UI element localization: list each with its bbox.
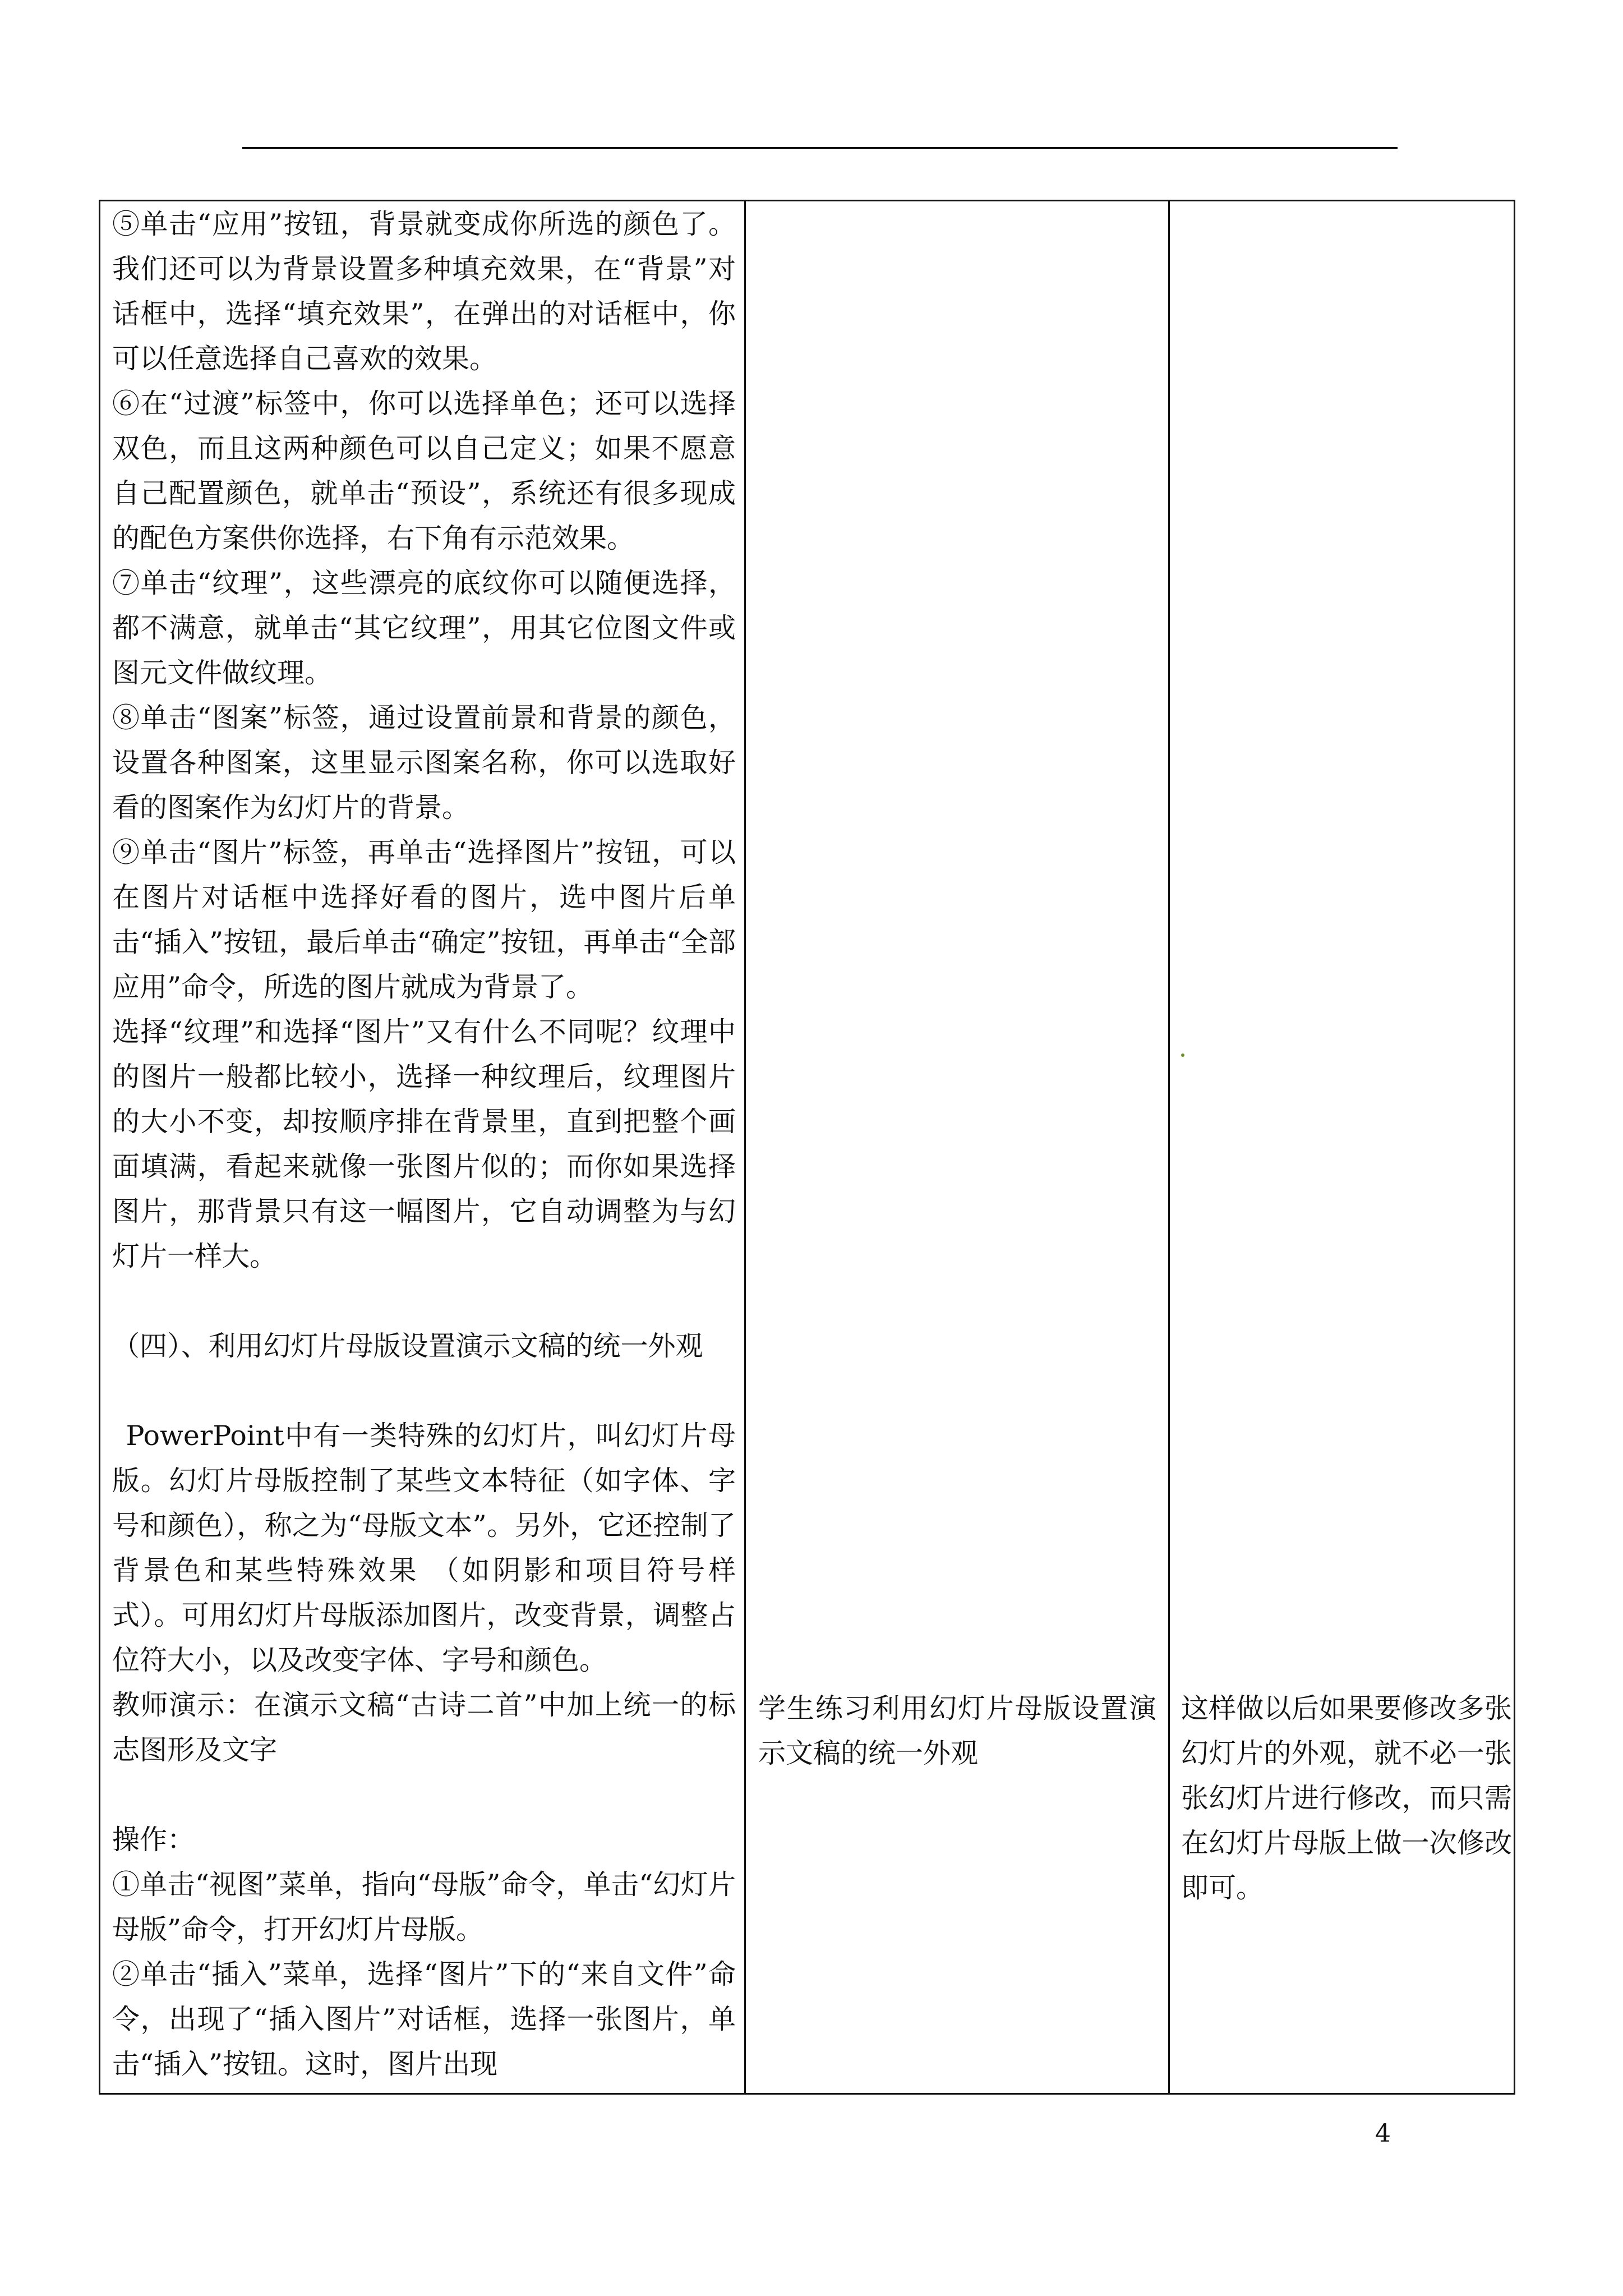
master-intro: PowerPoint中有一类特殊的幻灯片，叫幻灯片母版。幻灯片母版控制了某些文本特征（如字体、字号和颜色），称之为“母版文本”。另外，它还控制了背景色和某些特殊效果 （如阴影和项目符号样式）。可用幻灯片母版添加图片，改变背景，调整占位符大小，以及改变字体、字号和颜色。 <box>112 1420 736 1676</box>
column-divider-2 <box>1168 201 1170 2093</box>
step-5: ⑤单击“应用”按钮，背景就变成你所选的颜色了。我们还可以为背景设置多种填充效果，在“背景”对话框中，选择“填充效果”，在弹出的对话框中，你可以任意选择自己喜欢的效果。 <box>112 208 736 375</box>
page-number: 4 <box>1375 2119 1391 2148</box>
header-rule <box>242 147 1398 149</box>
design-intent-column <box>1181 1686 1512 1911</box>
column-divider-1 <box>744 201 746 2093</box>
student-activity: 学生练习利用幻灯片母版设置演示文稿的统一外观 <box>758 1692 1156 1769</box>
operations-label: 操作： <box>112 1824 195 1856</box>
step-8: ⑧单击“图案”标签，通过设置前景和背景的颜色，设置各种图案，这里显示图案名称，你可以选取好看的图案作为幻灯片的背景。 <box>112 702 736 823</box>
step-7: ⑦单击“纹理”，这些漂亮的底纹你可以随便选择，都不满意，就单击“其它纹理”，用其它位图文件或图元文件做纹理。 <box>112 567 736 689</box>
texture-vs-picture: 选择“纹理”和选择“图片”又有什么不同呢？纹理中的图片一般都比较小，选择一种纹理后，纹理图片的大小不变，却按顺序排在背景里，直到把整个画面填满，看起来就像一张图片似的；而你如果选择图片，那背景只有这一幅图片，它自动调整为与幻灯片一样大。 <box>112 1016 736 1272</box>
op-step-2: ②单击“插入”菜单，选择“图片”下的“来自文件”命令，出现了“插入图片”对话框，选择一张图片，单击“插入”按钮。这时，图片出现 <box>112 1958 736 2080</box>
teacher-activity-column <box>112 202 736 2087</box>
section-heading: （四）、利用幻灯片母版设置演示文稿的统一外观 <box>112 1330 703 1362</box>
step-6: ⑥在“过渡”标签中，你可以选择单色；还可以选择双色，而且这两种颜色可以自己定义；如果不愿意自己配置颜色，就单击“预设”，系统还有很多现成的配色方案供你选择，右下角有示范效果。 <box>112 388 736 554</box>
op-step-1: ①单击“视图”菜单，指向“母版”命令，单击“幻灯片母版”命令，打开幻灯片母版。 <box>112 1869 736 1945</box>
stray-mark <box>1181 1053 1184 1057</box>
step-9: ⑨单击“图片”标签，再单击“选择图片”按钮，可以在图片对话框中选择好看的图片，选中图片后单击“插入”按钮，最后单击“确定”按钮，再单击“全部应用”命令，所选的图片就成为背景了。 <box>112 836 736 1003</box>
design-note: 这样做以后如果要修改多张幻灯片的外观，就不必一张张幻灯片进行修改，而只需在幻灯片母版上做一次修改即可。 <box>1181 1692 1512 1904</box>
teacher-demo: 教师演示：在演示文稿“古诗二首”中加上统一的标志图形及文字 <box>112 1689 736 1766</box>
student-activity-column <box>758 1686 1156 1776</box>
